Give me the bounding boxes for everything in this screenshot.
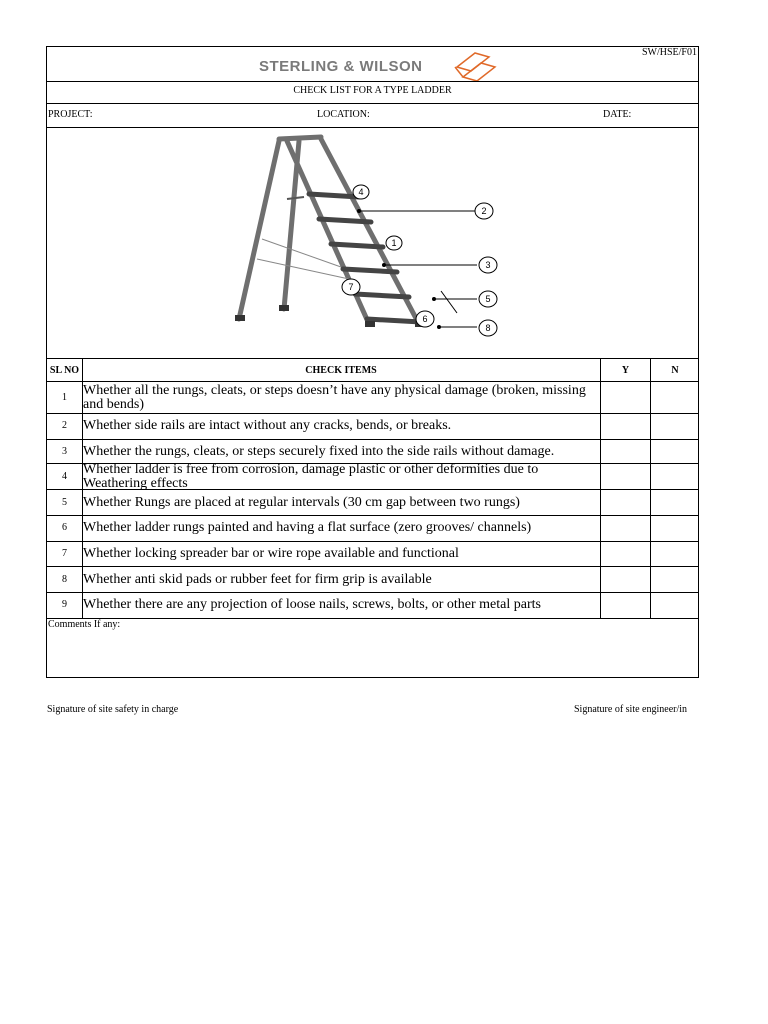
row-number: 3 [62, 446, 67, 457]
column-divider [650, 358, 651, 618]
signature-site-engineer: Signature of site engineer/in [574, 704, 688, 715]
row-divider [47, 439, 698, 440]
callout-1: 1 [391, 238, 397, 248]
callout-3: 3 [485, 260, 491, 270]
row-divider [47, 566, 698, 567]
ladder-illustration [229, 129, 519, 364]
callout-6: 6 [422, 314, 428, 324]
check-item-text: Whether locking spreader bar or wire rope available and functional [83, 546, 459, 561]
check-item-text: Whether ladder is free from corrosion, damage plastic or other deformities due to Weathering effects [83, 462, 539, 491]
check-item-text: Whether side rails are intact without any cracks, bends, or breaks. [83, 418, 452, 433]
row-number: 9 [62, 599, 67, 610]
row-number: 7 [62, 548, 67, 559]
row-divider [47, 515, 698, 516]
company-logo [257, 51, 502, 88]
callout-4: 4 [358, 187, 364, 197]
comments-label: Comments If any: [48, 619, 121, 630]
callout-5: 5 [485, 294, 491, 304]
column-header-check-items: CHECK ITEMS [305, 365, 377, 376]
callout-8: 8 [485, 323, 491, 333]
check-item-text: Whether there are any projection of loose nails, screws, bolts, or other metal parts [83, 597, 541, 612]
row-number: 5 [62, 497, 67, 508]
check-item-text: Whether the rungs, cleats, or steps securely fixed into the side rails without damage. [83, 444, 555, 459]
row-divider [47, 541, 698, 542]
form-title: CHECK LIST FOR A TYPE LADDER [293, 85, 452, 96]
document-code: SW/HSE/F01 [641, 47, 697, 58]
row-divider [47, 592, 698, 593]
row-divider [47, 618, 698, 619]
row-divider [47, 489, 698, 490]
row-number: 1 [62, 392, 67, 403]
divider [47, 127, 698, 128]
column-header-no: N [671, 365, 679, 376]
callout-7: 7 [348, 282, 354, 292]
project-label: PROJECT: [48, 109, 93, 120]
check-item-text: Whether all the rungs, cleats, or steps doesn’t have any physical damage (broken, missing and bends) [83, 383, 586, 412]
signature-safety-in-charge: Signature of site safety in charge [47, 704, 179, 715]
location-label: LOCATION: [317, 109, 370, 120]
column-header-sl-no: SL NO [49, 365, 80, 376]
check-item-text: Whether anti skid pads or rubber feet for firm grip is available [83, 572, 432, 587]
check-item-text: Whether Rungs are placed at regular intervals (30 cm gap between two rungs) [83, 495, 520, 510]
check-item-text: Whether ladder rungs painted and having a flat surface (zero grooves/ channels) [83, 520, 532, 535]
row-number: 8 [62, 574, 67, 585]
date-label: DATE: [603, 109, 632, 120]
column-header-yes: Y [621, 365, 630, 376]
column-divider [600, 358, 601, 618]
callout-2: 2 [481, 206, 487, 216]
row-number: 4 [62, 471, 67, 482]
divider [47, 103, 698, 104]
divider [47, 81, 698, 82]
company-logo-text: STERLING & WILSON [259, 58, 423, 75]
checklist-form [46, 46, 699, 678]
row-number: 6 [62, 522, 67, 533]
row-number: 2 [62, 420, 67, 431]
row-divider [47, 413, 698, 414]
